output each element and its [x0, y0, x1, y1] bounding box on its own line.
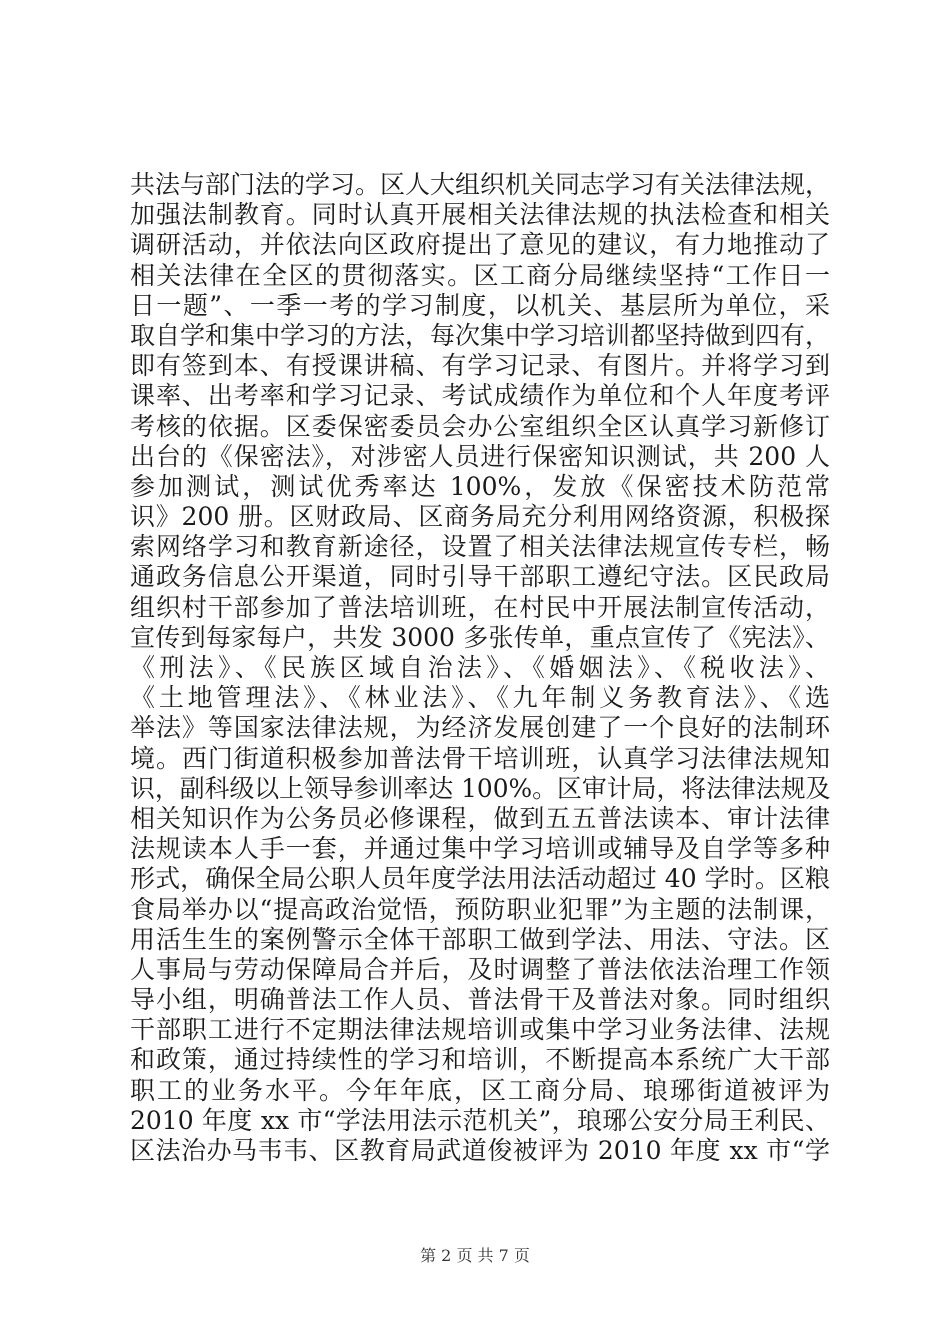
- text-line: 境。西门街道积极参加普法骨干培训班，认真学习法律法规知: [130, 743, 830, 773]
- text-line: 2010 年度 xx 市“学法用法示范机关”，琅琊公安分局王利民、: [130, 1105, 830, 1135]
- text-line: 举法》等国家法律法规，为经济发展创建了一个良好的法制环: [130, 713, 830, 743]
- text-line: 和政策，通过持续性的学习和培训，不断提高本系统广大干部: [130, 1045, 830, 1075]
- text-line: 通政务信息公开渠道，同时引导干部职工遵纪守法。区民政局: [130, 562, 830, 592]
- text-line: 法规读本人手一套，并通过集中学习培训或辅导及自学等多种: [130, 834, 830, 864]
- text-line: 相关法律在全区的贯彻落实。区工商分局继续坚持“工作日一: [130, 260, 830, 290]
- body-paragraph: [130, 170, 830, 1166]
- text-line: 导小组，明确普法工作人员、普法骨干及普法对象。同时组织: [130, 985, 830, 1015]
- text-line: 共法与部门法的学习。区人大组织机关同志学习有关法律法规，: [130, 170, 831, 199]
- text-line: 课率、出考率和学习记录、考试成绩作为单位和个人年度考评: [130, 381, 830, 411]
- page-number-footer: 第 2 页 共 7 页: [420, 1246, 530, 1265]
- text-line: 用活生生的案例警示全体干部职工做到学法、用法、守法。区: [130, 924, 830, 954]
- text-line: 职工的业务水平。今年年底，区工商分局、琅琊街道被评为: [130, 1075, 830, 1105]
- text-line: 日一题”、一季一考的学习制度，以机关、基层所为单位，采: [130, 290, 830, 320]
- text-line: 人事局与劳动保障局合并后，及时调整了普法依法治理工作领: [130, 954, 830, 984]
- text-line: 相关知识作为公务员必修课程，做到五五普法读本、审计法律: [130, 803, 830, 833]
- text-line: 干部职工进行不定期法律法规培训或集中学习业务法律、法规: [130, 1015, 830, 1045]
- text-line: 加强法制教育。同时认真开展相关法律法规的执法检查和相关: [130, 200, 830, 230]
- text-line: 考核的依据。区委保密委员会办公室组织全区认真学习新修订: [130, 411, 830, 441]
- text-line: 即有签到本、有授课讲稿、有学习记录、有图片。并将学习到: [130, 351, 830, 381]
- text-line: 调研活动，并依法向区政府提出了意见的建议，有力地推动了: [130, 230, 830, 260]
- text-line: 形式，确保全局公职人员年度学法用法活动超过 40 学时。区粮: [130, 864, 830, 894]
- text-line: 《土地管理法》、《林业法》、《九年制义务教育法》、《选: [130, 683, 830, 713]
- text-line: 识》200 册。区财政局、区商务局充分利用网络资源，积极探: [130, 502, 830, 532]
- text-line: 参加测试，测试优秀率达 100%，发放《保密技术防范常: [130, 471, 830, 501]
- text-line: 《刑法》、《民族区域自治法》、《婚姻法》、《税收法》、: [130, 653, 830, 682]
- text-line: 组织村干部参加了普法培训班，在村民中开展法制宣传活动，: [130, 592, 830, 622]
- text-line: 食局举办以“提高政治觉悟，预防职业犯罪”为主题的法制课，: [130, 894, 830, 924]
- text-line: 取自学和集中学习的方法，每次集中学习培训都坚持做到四有，: [130, 320, 831, 350]
- text-line: 区法治办马韦韦、区教育局武道俊被评为 2010 年度 xx 市“学: [130, 1136, 830, 1165]
- text-line: 出台的《保密法》，对涉密人员进行保密知识测试，共 200 人: [130, 441, 830, 471]
- text-line: 索网络学习和教育新途径，设置了相关法律法规宣传专栏，畅: [130, 532, 830, 562]
- text-line: 识，副科级以上领导参训率达 100%。区审计局，将法律法规及: [130, 773, 831, 803]
- text-line: 宣传到每家每户，共发 3000 多张传单，重点宣传了《宪法》、: [130, 622, 830, 652]
